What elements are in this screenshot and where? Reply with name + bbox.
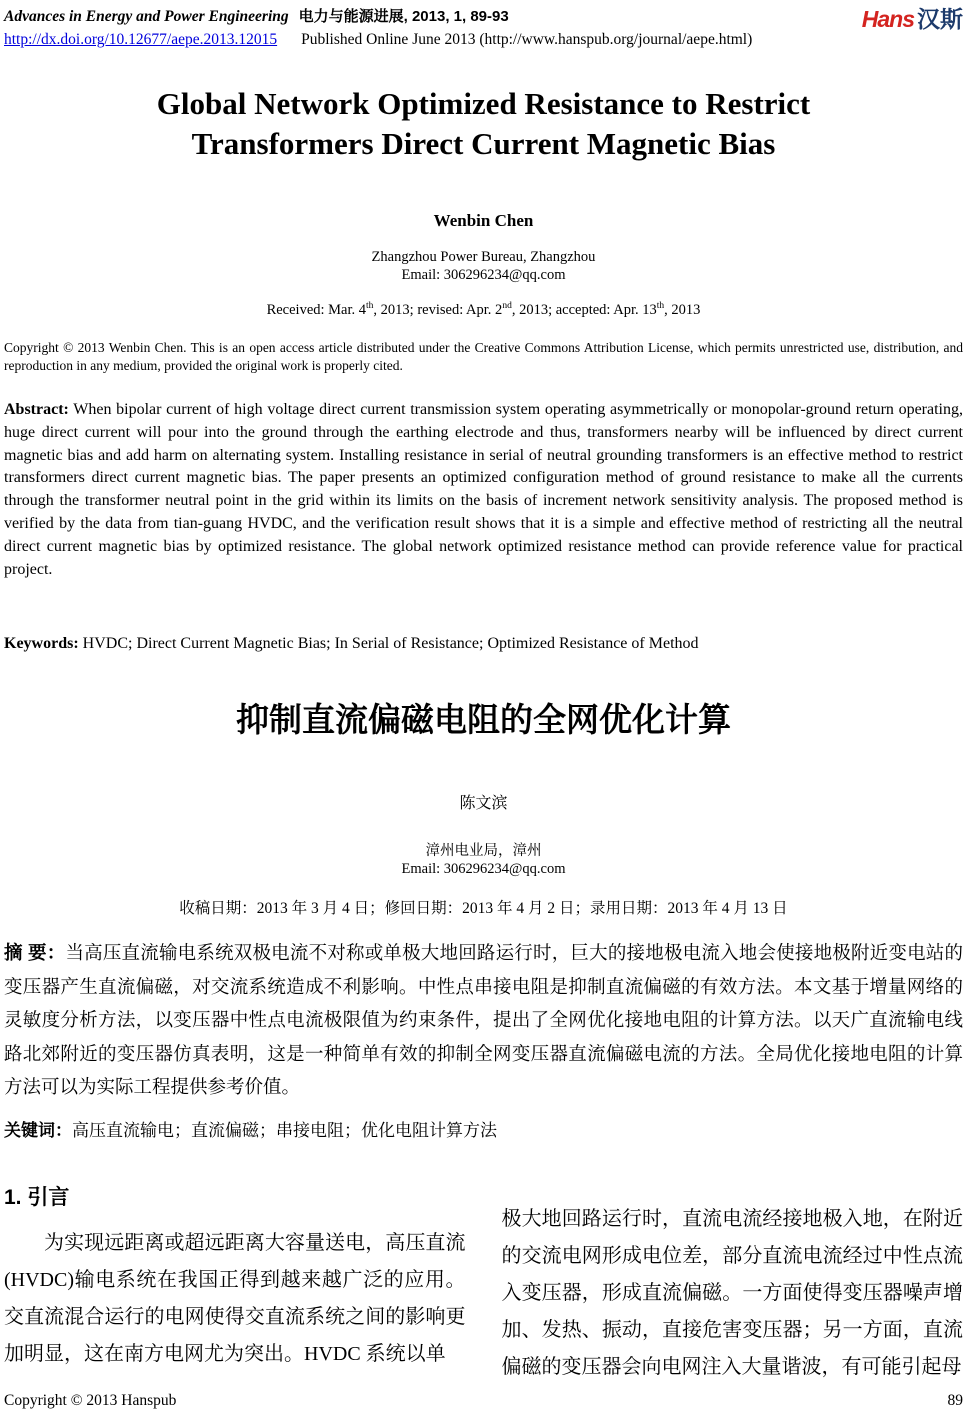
ordinal-suffix: th xyxy=(366,301,374,311)
section-introduction xyxy=(4,1184,963,1386)
page-header xyxy=(4,7,963,49)
journal-title-en: Advances in Energy and Power Engineering xyxy=(4,8,289,25)
received-part: Received: Mar. 4 xyxy=(266,301,367,318)
ordinal-suffix: th xyxy=(656,301,665,311)
keywords-text: HVDC; Direct Current Magnetic Bias; In Serial of Resistance; Optimized Resistance of Method xyxy=(82,635,699,652)
ordinal-suffix: nd xyxy=(502,301,512,311)
received-dates-cn: 收稿日期：2013 年 3 月 4 日；修回日期：2013 年 4 月 2 日；录用日期：2013 年 4 月 13 日 xyxy=(179,900,788,917)
keywords-label-cn: 关键词： xyxy=(4,1121,72,1140)
page-number: 89 xyxy=(947,1392,963,1409)
copyright-notice: Copyright © 2013 Wenbin Chen. This is an open access article distributed under the Creative Commons Attribution License, which permits unrestricted use, distribution, and reproduction in any medium, provided the original work is properly cited. xyxy=(4,340,963,373)
intro-column-left xyxy=(4,1184,466,1386)
keywords-label: Keywords: xyxy=(4,635,79,652)
received-part: , 2013; accepted: Apr. 13 xyxy=(511,301,657,318)
journal-line xyxy=(4,7,963,26)
intro-paragraph-right: 极大地回路运行时，直流电流经接地极入地，在附近的交流电网形成电位差，部分直流电流经过中性点流入变压器，形成直流偏磁。一方面使得变压器噪声增加、发热、振动，直接危害变压器；另一方面，直流偏磁的变压器会向电网注入大量谐波，有可能引起母 xyxy=(501,1208,963,1378)
received-dates xyxy=(4,301,963,319)
author-name-cn: 陈文滨 xyxy=(459,795,508,812)
abstract-text-cn: 当高压直流输电系统双极电流不对称或单极大地回路运行时，巨大的接地极电流入地会使接地极附近变电站的变压器产生直流偏磁，对交流系统造成不利影响。中性点串接电阻是抑制直流偏磁的有效方法。本文基于增量网络的灵敏度分析方法，以变压器中性点电流极限值为约束条件，提出了全网优化接地电阻的计算方法。以天广直流输电线路北郊附近的变压器仿真表明，这是一种简单有效的抑制全网变压器直流偏磁电流的方法。全局优化接地电阻的计算方法可以为实际工程提供参考价值。 xyxy=(4,944,963,1098)
author-email-cn: Email: 306296234@qq.com xyxy=(401,861,566,877)
received-part: , 2013 xyxy=(664,301,701,318)
keywords-text-cn: 高压直流输电；直流偏磁；串接电阻；优化电阻计算方法 xyxy=(72,1121,497,1140)
received-part: , 2013; revised: Apr. 2 xyxy=(373,301,503,318)
author-name: Wenbin Chen xyxy=(433,211,534,230)
article-title-cn: 抑制直流偏磁电阻的全网优化计算 xyxy=(236,701,731,738)
title-line-1: Global Network Optimized Resistance to Restrict xyxy=(156,86,811,121)
page-footer xyxy=(4,1392,963,1410)
article-title xyxy=(4,84,963,164)
abstract-paragraph-cn xyxy=(4,936,963,1106)
intro-paragraph-left: 为实现远距离或超远距离大容量送电，高压直流(HVDC)输电系统在我国正得到越来越广泛的应用。交直流混合运行的电网使得交直流系统之间的影响更加明显，这在南方电网尤为突出。HVDC 系统以单 xyxy=(4,1232,466,1365)
author-email: Email: 306296234@qq.com xyxy=(401,267,566,283)
abstract-text: When bipolar current of high voltage direct current transmission system operating asymmetrically or monopolar-ground return operating, huge direct current will pour into the ground through the earthing electrode and thus, transformers nearby will be influenced by direct current magnetic bias and add harm on alternating system. Installing resistance in serial of neutral grounding transformers is an effective method to restrict transformers direct current magnetic bias. The paper presents an optimized configuration method of ground resistance to make all the currents through the transformer neutral point in the grid within its limits on the basis of increment network sensitivity analysis. The proposed method is verified by the data from tian-guang HVDC, and the verification result shows that it is a simple and effective method of restricting all the neutral direct current magnetic bias by optimized resistance. The global network optimized resistance method can provide reference value for practical project. xyxy=(4,401,964,578)
journal-title-cn: 电力与能源进展, 2013, 1, 89-93 xyxy=(298,8,509,25)
abstract-label-cn: 摘 要： xyxy=(4,942,66,963)
section-heading: 1. 引言 xyxy=(4,1186,70,1209)
hans-logo xyxy=(862,7,963,31)
hans-logo-cn: 汉斯 xyxy=(917,6,963,32)
intro-column-right xyxy=(502,1184,964,1386)
title-line-2: Transformers Direct Current Magnetic Bias xyxy=(191,126,776,161)
keywords-line-cn xyxy=(4,1119,963,1143)
published-info: Published Online June 2013 (http://www.hanspub.org/journal/aepe.html) xyxy=(301,31,753,48)
hans-logo-latin: Hans xyxy=(861,6,914,32)
abstract-paragraph xyxy=(4,399,963,581)
footer-copyright: Copyright © 2013 Hanspub xyxy=(4,1392,177,1409)
author-affiliation: Zhangzhou Power Bureau, Zhangzhou xyxy=(371,249,596,265)
doi-link[interactable]: http://dx.doi.org/10.12677/aepe.2013.12015 xyxy=(4,31,278,48)
abstract-label: Abstract: xyxy=(4,401,69,418)
author-affiliation-cn: 漳州电业局，漳州 xyxy=(425,843,542,859)
keywords-line xyxy=(4,633,963,655)
doi-line xyxy=(4,30,963,49)
